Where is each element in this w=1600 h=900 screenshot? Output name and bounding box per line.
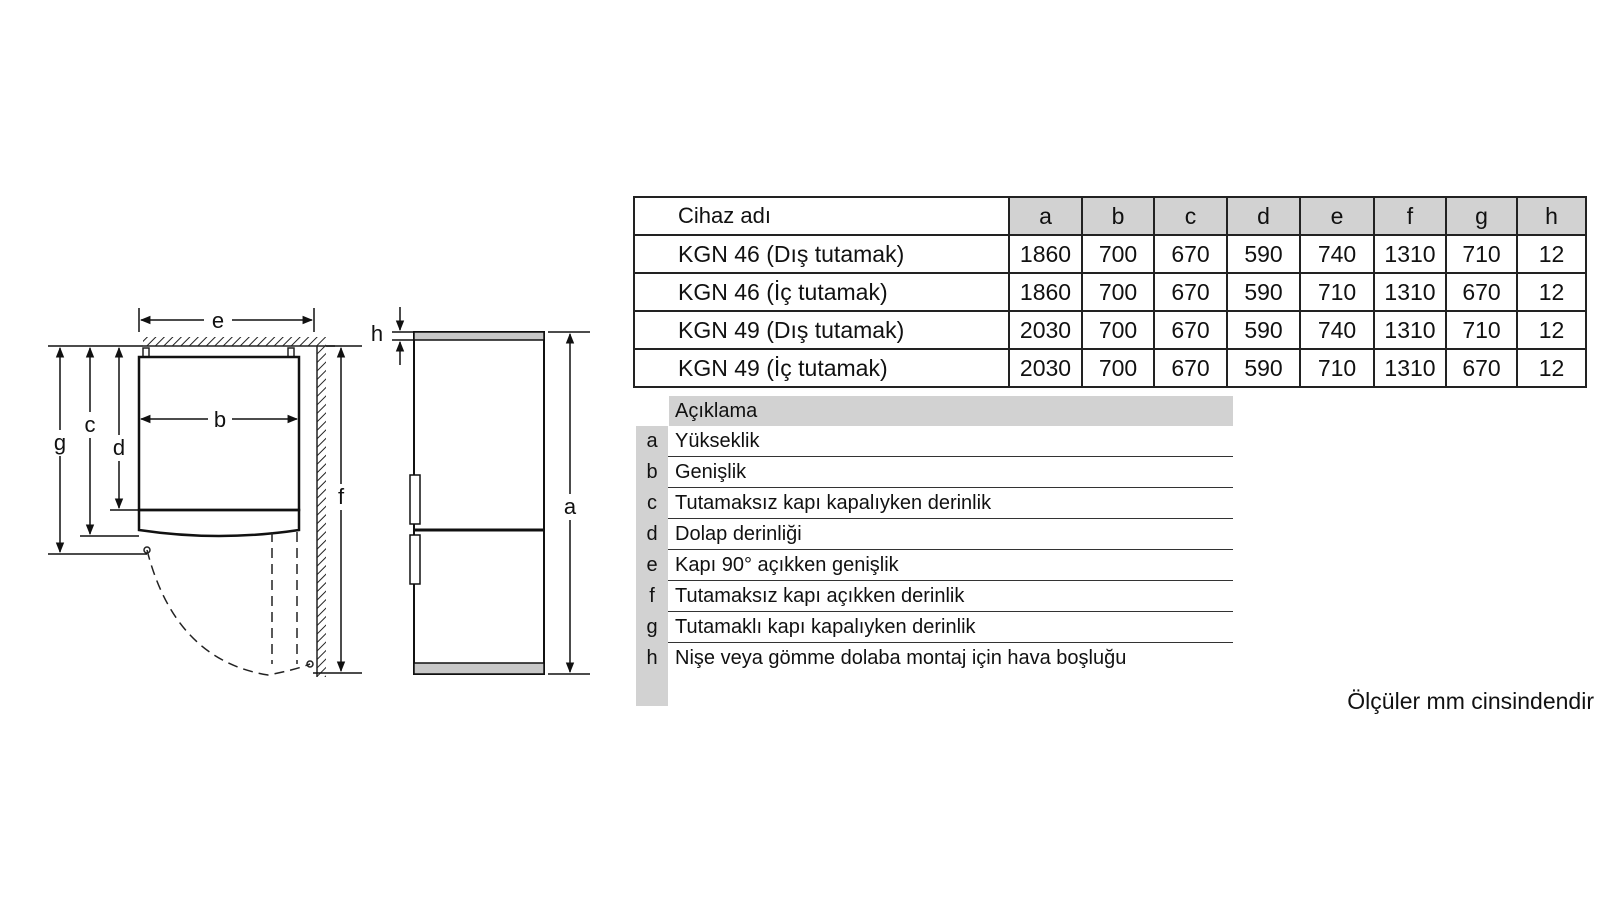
fridge-base-panel: [414, 663, 544, 674]
top-view: [48, 308, 362, 677]
dim-label-e: e: [211, 308, 225, 333]
fridge-body: [414, 332, 544, 674]
dim-label-h: h: [370, 321, 384, 346]
value-cell: 710: [1446, 311, 1517, 349]
dim-label-c: c: [84, 412, 96, 437]
door-swing-arc: [147, 550, 310, 675]
value-cell: 12: [1517, 311, 1586, 349]
value-cell: 1860: [1009, 273, 1082, 311]
value-cell: 590: [1227, 349, 1300, 387]
device-name-cell: KGN 49 (İç tutamak): [634, 349, 1009, 387]
value-cell: 2030: [1009, 349, 1082, 387]
door-closed: [139, 510, 299, 536]
header-col-d: d: [1227, 197, 1300, 235]
device-name-cell: KGN 46 (Dış tutamak): [634, 235, 1009, 273]
dim-label-b: b: [213, 407, 227, 432]
legend-key: f: [636, 581, 668, 612]
legend-key: b: [636, 457, 668, 488]
value-cell: 590: [1227, 235, 1300, 273]
fridge-top-panel: [414, 332, 544, 340]
value-cell: 12: [1517, 235, 1586, 273]
header-col-c: c: [1154, 197, 1227, 235]
table-row: [634, 311, 1586, 349]
value-cell: 1310: [1374, 349, 1446, 387]
legend-row: [636, 519, 1233, 550]
legend-table: [636, 396, 1233, 706]
table-header-row: [634, 197, 1586, 235]
value-cell: 670: [1446, 349, 1517, 387]
value-cell: 700: [1082, 349, 1154, 387]
legend-row: [636, 550, 1233, 581]
header-col-e: e: [1300, 197, 1374, 235]
legend-row: [636, 643, 1233, 674]
header-col-f: f: [1374, 197, 1446, 235]
dimension-table: [633, 196, 1587, 388]
value-cell: 1860: [1009, 235, 1082, 273]
legend-description: Kapı 90° açıkken genişlik: [668, 550, 1233, 581]
value-cell: 2030: [1009, 311, 1082, 349]
units-note: Ölçüler mm cinsindendir: [1347, 688, 1594, 714]
value-cell: 590: [1227, 311, 1300, 349]
legend-title: Açıklama: [669, 396, 1233, 426]
dim-label-a: a: [563, 494, 577, 519]
value-cell: 710: [1300, 349, 1374, 387]
value-cell: 1310: [1374, 235, 1446, 273]
front-view: [371, 307, 590, 674]
cabinet-outline: [139, 357, 299, 510]
value-cell: 670: [1446, 273, 1517, 311]
value-cell: 670: [1154, 349, 1227, 387]
value-cell: 740: [1300, 311, 1374, 349]
legend-row: [636, 581, 1233, 612]
value-cell: 12: [1517, 273, 1586, 311]
legend-row: [636, 426, 1233, 457]
device-name-cell: KGN 49 (Dış tutamak): [634, 311, 1009, 349]
legend-row: [636, 488, 1233, 519]
header-col-b: b: [1082, 197, 1154, 235]
value-cell: 740: [1300, 235, 1374, 273]
value-cell: 590: [1227, 273, 1300, 311]
upper-handle: [410, 475, 420, 524]
legend-row: [636, 457, 1233, 488]
legend-description: Tutamaksız kapı açıkken derinlik: [668, 581, 1233, 612]
dim-label-d: d: [112, 435, 126, 460]
value-cell: 700: [1082, 311, 1154, 349]
table-row: [634, 273, 1586, 311]
legend-key-column-end: [636, 674, 668, 706]
header-col-a: a: [1009, 197, 1082, 235]
value-cell: 710: [1446, 235, 1517, 273]
header-device-name: Cihaz adı: [634, 197, 1009, 235]
back-wall: [143, 337, 317, 346]
legend-description: Nişe veya gömme dolaba montaj için hava boşluğu: [675, 647, 1127, 669]
side-wall: [317, 337, 326, 677]
header-col-g: g: [1446, 197, 1517, 235]
value-cell: 12: [1517, 349, 1586, 387]
value-cell: 1310: [1374, 273, 1446, 311]
legend-key: d: [636, 519, 668, 550]
legend-description: Dolap derinliği: [668, 519, 1233, 550]
dimension-diagram: [0, 0, 600, 900]
legend-description: Genişlik: [668, 457, 1233, 488]
legend-key: h: [636, 643, 668, 674]
legend-description: Yükseklik: [668, 426, 1233, 457]
value-cell: 670: [1154, 235, 1227, 273]
value-cell: 670: [1154, 311, 1227, 349]
value-cell: 700: [1082, 273, 1154, 311]
legend-key: g: [636, 612, 668, 643]
value-cell: 710: [1300, 273, 1374, 311]
lower-handle: [410, 535, 420, 584]
table-row: [634, 235, 1586, 273]
dim-label-f: f: [337, 484, 345, 509]
legend-key: a: [636, 426, 668, 457]
table-row: [634, 349, 1586, 387]
legend-key: e: [636, 550, 668, 581]
legend-row: [636, 612, 1233, 643]
value-cell: 670: [1154, 273, 1227, 311]
value-cell: 1310: [1374, 311, 1446, 349]
legend-description: Tutamaklı kapı kapalıyken derinlik: [668, 612, 1233, 643]
legend-key: c: [636, 488, 668, 519]
legend-description: Tutamaksız kapı kapalıyken derinlik: [668, 488, 1233, 519]
dim-label-g: g: [53, 430, 67, 455]
value-cell: 700: [1082, 235, 1154, 273]
device-name-cell: KGN 46 (İç tutamak): [634, 273, 1009, 311]
header-col-h: h: [1517, 197, 1586, 235]
